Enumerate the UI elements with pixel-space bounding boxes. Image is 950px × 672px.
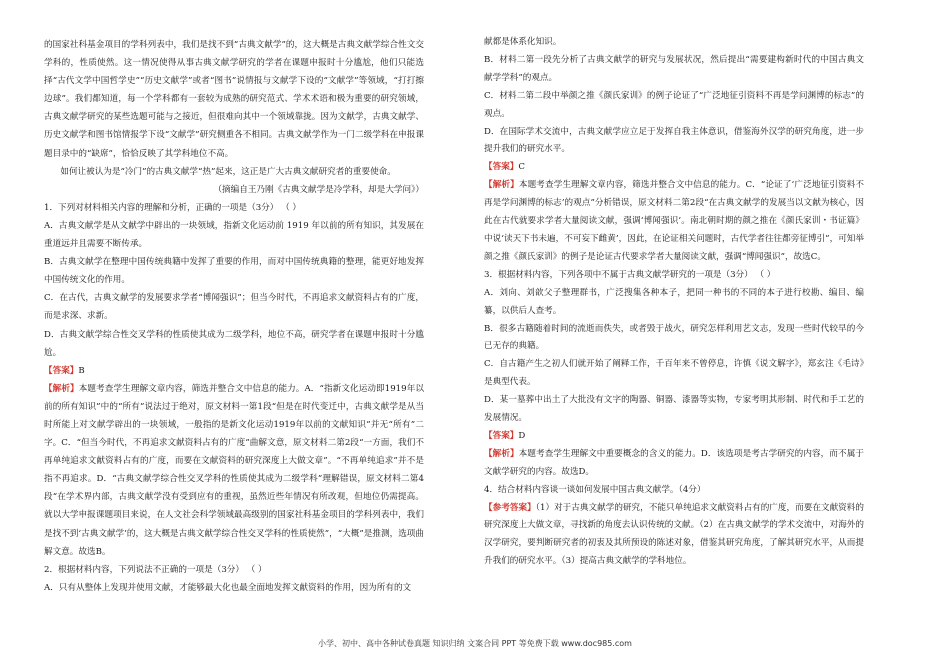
question-2-option-b: B．材料二第一段先分析了古典文献学的研究与发展状况，然后提出“需要建构新时代的中国古典文献学学科”的观点。 [484,54,864,83]
question-1-option-b: B．古典文献学在整理中国传统典籍中发挥了重要的作用，而对中国传统典籍的整理，能更好地发挥中国传统文化的作用。 [44,257,424,286]
question-3-option-b: B．很多古籍随着时间的流逝而佚失，或者毁于战火，研究怎样利用艺文志，发现一些时代较早的今已无存的典籍。 [484,323,864,352]
left-column [44,36,424,597]
question-1-analysis [44,380,424,561]
analysis-label: 【解析】 [484,180,519,191]
answer-label: 【答案】 [484,430,519,441]
question-2-option-a-continued: 献都是体系化知识。 [484,37,562,47]
answer-text: （1）对于古典文献学的研究，不能只单纯追求文献资料占有的广度，而要在文献资料的研究深度上大做文章，寻找新的角度去认识传统的文献。（2）在古典文献学的学术交流中，对海外的汉学研究，要判断研究者的初衷及其所预设的陈述对象，借鉴其研究角度，了解其研究水平，从而提升我们的研究水平。（3）提高古典文献学的学科地位。 [484,502,864,567]
question-2-answer [484,159,864,177]
question-2-option-c: C．材料二第二段中举颜之推《颜氏家训》的例子论证了“广泛地征引资料不再是学问渊博的标志”的观点。 [484,90,864,119]
question-3-option-d: D．某一墓葬中出土了大批没有文字的陶器、铜器、漆器等实物，专家考明其形制、时代和手工艺的发展情况。 [484,395,864,424]
question-3-answer [484,428,864,446]
answer-value: C [518,162,525,173]
answer-label: 【答案】 [484,162,519,173]
analysis-label: 【解析】 [44,383,79,394]
analysis-text: 本题考查学生理解文章内容，筛选并整合文中信息的能力。C．“论证了‘广泛地征引资料不再是学问渊博的标志’的观点”分析错误，原文材料二第2段“在古典文献学的发展当以文献为核心，因此在古代就要求学者大量阅读文献，强调‘博闻强识’。南北朝时期的颜之推在《颜氏家训・书证篇》中说‘读天下书未遍，不可妄下雌黄’，因此，在论证相关问题时，古代学者往往都旁征博引”，可知举颜之推《颜氏家训》的例子是论证古代要求学者大量阅读文献，强调“博闻强识”，故选C。 [484,180,864,262]
page-footer: 小学、初中、高中各种试卷真题 知识归纳 文案合同 PPT 等免费下载 www.doc985.com [318,639,632,648]
question-3-analysis [484,446,864,482]
source-citation: （摘编自王乃刚《古典文献学是冷学科，却是大学问》） [213,184,424,195]
passage-paragraph: 如何让被认为是“冷门”的古典文献学“热”起来，这正是广大古典文献研究者的重要使命。 [60,166,396,177]
passage-paragraph: 的国家社科基金项目的学科列表中，我们是找不到“古典文献学”的，这大概是古典文献学综合性文交学科的，性质使然。这一情况使得从事古典文献学研究的学者在课题申报时十分尴尬，他们只能选择“古代文学中国哲学史”“历史文献学”或者“图书”说情报与文献学下设的“文献学”等领域，“打打擦边球”。我们都知道，每一个学科都有一套较为成熟的研究范式、学术术语和极为重要的研究领域，古典文献学研究的某些选题可能与之接近，但很难向其中一个领域靠拢。因为文献学，古典文献学、历史文献学和图书馆情报学下设“文献学”研究侧重各不相同。古典文献学作为一门二级学科在申报课题目录中的“缺席”，恰恰反映了其学科地位不高。 [44,40,424,159]
answer-label: 【参考答案】 [484,502,536,513]
question-1-option-a: A．古典文献学是从文献学中辟出的一块领域，指新文化运动前 1919 年以前的所有知识，其发展在重道远并且需要不断传承。 [44,220,424,250]
question-2-option-d: D．在国际学术交流中，古典文献学应立足于发挥自我主体意识，借鉴海外汉学的研究角度，进一步提升我们的研究水平。 [484,126,864,155]
question-2-analysis [484,177,864,267]
question-2-stem: 2．根据材料内容，下列说法不正确的一项是（3分） （ ） [44,564,267,575]
answer-label: 【答案】 [44,365,79,376]
answer-value: B [78,365,85,376]
right-column [484,34,864,571]
question-1-answer [44,362,424,380]
analysis-text: 本题考查学生理解文中重要概念的含义的能力。D．该选项是考古学研究的内容，而不属于文献学研究的内容。故选D。 [484,448,864,477]
answer-value: D [518,430,526,441]
question-3-option-a: A．刘向、刘歆父子整理群书，广泛搜集各种本子，把同一种书的不同的本子进行校勘、编目、编纂，以供后人查考。 [484,287,864,316]
question-3-stem: 3．根据材料内容，下列各项中不属于古典文献学研究的一项是（3分） （ ） [484,269,776,280]
analysis-label: 【解析】 [484,448,519,459]
question-1-option-d: D．古典文献学综合性交叉学科的性质使其成为二级学科，地位不高，研究学者在课题申报时十分尴尬。 [44,329,424,358]
analysis-text: 本题考查学生理解文章内容，筛选并整合文中信息的能力。A．“指新文化运动即1919年以前的所有知识”中的“所有”说法过于绝对，原文材料一第1段“但是在时代变迁中，古典文献学是从当时所能上对文献学辟出的一块领域，一般指的是新文化运动1919年以前的文献知识”并无“所有”二字。C．“但当今时代，不再追求文献资料占有的广度”曲解文意，原文材料二第2段“一方面，我们不再单纯追求文献资料占有的广度，而要在文献资料的研究深度上大做文章”。“不再单纯追求”并不是指不再追求。D．“古典文献学综合性交叉学科的性质使其成为二级学科”理解错误，原文材料二第4段“在学术界内部，古典文献学没有受到应有的重视，虽然近些年情况有所改观，但地位仍需提高。就以大学申报课题项目来说，在人文社会科学领域最高级别的国家社科基金项目的学科列表中，我们是找不到‘古典文献学’的，这大概是古典文献学综合性交叉学科的性质使然”，“大概”是推测，选项曲解文意。故选B。 [44,383,424,557]
question-1-option-c: C．在古代，古典文献学的发展要求学者“博闻强识”；但当今时代，不再追求文献资料占有的广度，而是求深、求新。 [44,293,424,322]
question-4-stem: 4．结合材料内容谈一谈如何发展中国古典文献学。（4分） [484,484,706,495]
question-4-answer [484,500,864,572]
question-2-option-a: A．只有从整体上发现并使用文献，才能够最大化也最全面地发挥文献资料的作用，因为所有的文 [44,582,412,593]
question-1-stem: 1．下列对材料相关内容的理解和分析，正确的一项是（3分） （ ） [44,202,302,213]
question-3-option-c: C．自古籍产生之初人们就开始了阐释工作，千百年来不曾停息，许慎《说文解字》，郑玄注《毛诗》是典型代表。 [484,359,864,388]
